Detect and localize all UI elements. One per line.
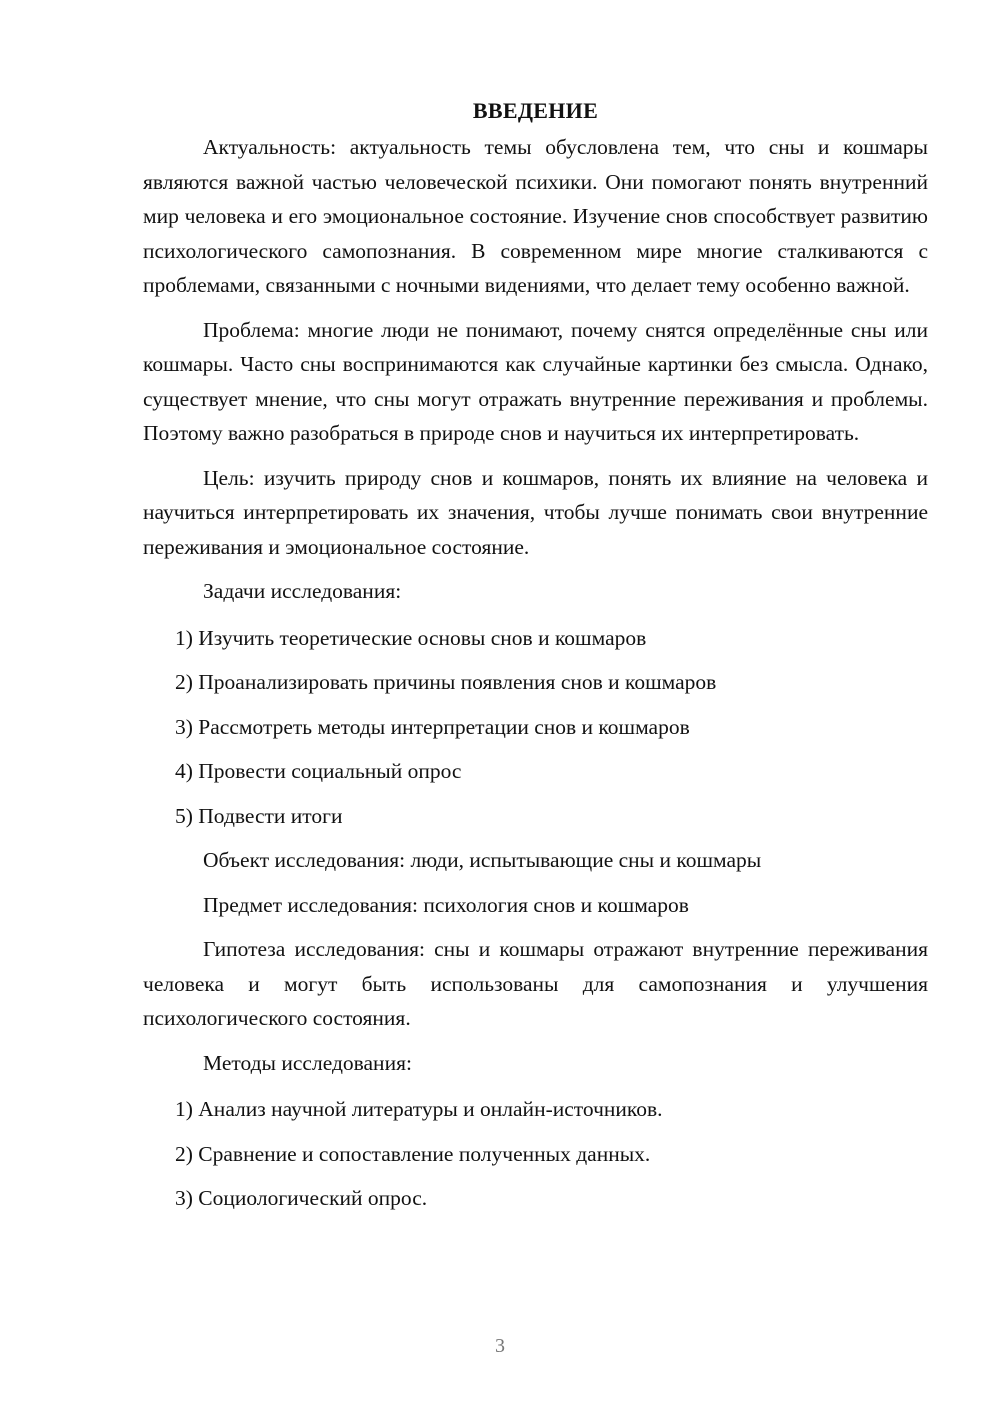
tasks-heading: Задачи исследования: bbox=[203, 579, 402, 603]
methods-heading: Методы исследования: bbox=[203, 1050, 412, 1075]
paragraph-relevance: Актуальность: актуальность темы обусловлена тем, что сны и кошмары являются важной частью человеческой психики. Они помогают понять внутренний мир человека и его эмоциональное состояние. Изучение снов способствует развитию психологического самопознания. В современном мире многие сталкиваются с проблемами, связанными с ночными видениями, что делает тему особенно важной. bbox=[143, 135, 928, 297]
task-item-3: 3) Рассмотреть методы интерпретации снов и кошмаров bbox=[175, 714, 690, 739]
method-item-2: 2) Сравнение и сопоставление полученных данных. bbox=[175, 1141, 651, 1166]
section-title: ВВЕДЕНИЕ bbox=[472, 98, 599, 123]
task-item-2: 2) Проанализировать причины появления снов и кошмаров bbox=[175, 670, 717, 694]
method-item-1: 1) Анализ научной литературы и онлайн-источников. bbox=[175, 1097, 663, 1121]
method-item-3: 3) Социологический опрос. bbox=[175, 1186, 428, 1210]
paragraph-object: Объект исследования: люди, испытывающие сны и кошмары bbox=[203, 848, 762, 872]
page-number: 3 bbox=[495, 1335, 505, 1357]
paragraph-subject: Предмет исследования: психология снов и кошмаров bbox=[203, 892, 689, 917]
paragraph-goal: Цель: изучить природу снов и кошмаров, понять их влияние на человека и научиться интерпретировать их значения, чтобы лучше понимать свои внутренние переживания и эмоциональное состояние. bbox=[143, 465, 928, 559]
task-item-4: 4) Провести социальный опрос bbox=[175, 759, 462, 783]
paragraph-hypothesis: Гипотеза исследования: сны и кошмары отражают внутренние переживания человека и могут быть использованы для самопознания и улучшения психологического состояния. bbox=[143, 937, 928, 1030]
task-item-1: 1) Изучить теоретические основы снов и кошмаров bbox=[175, 625, 647, 650]
paragraph-problem: Проблема: многие люди не понимают, почему снятся определённые сны или кошмары. Часто сны воспринимаются как случайные картинки без смысла. Однако, существует мнение, что сны могут отражать внутренние переживания и проблемы. Поэтому важно разобраться в природе снов и научиться их интерпретировать. bbox=[143, 317, 928, 445]
task-item-5: 5) Подвести итоги bbox=[175, 803, 343, 828]
document-page bbox=[143, 96, 928, 1216]
